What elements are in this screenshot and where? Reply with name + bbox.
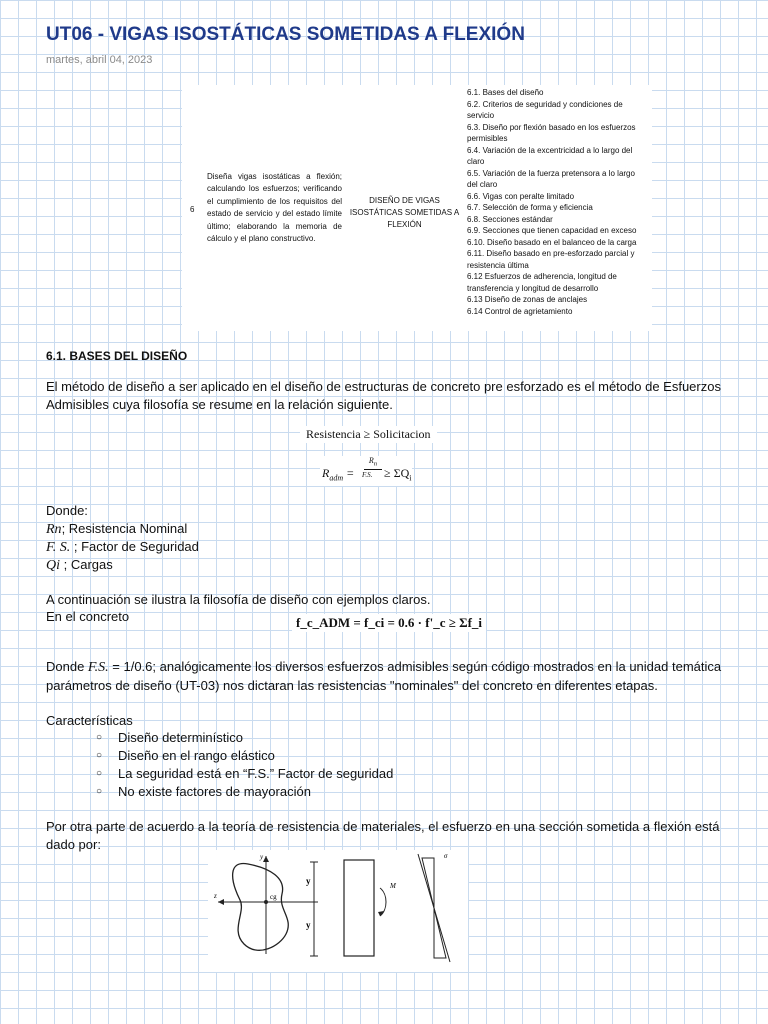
flexure-diagram-svg (208, 850, 468, 972)
paragraph-3: En el concreto (46, 609, 130, 624)
page-date: martes, abril 04, 2023 (46, 54, 153, 66)
unit-title: DISEÑO DE VIGAS ISOSTÁTICAS SOMETIDAS A FLEXIÓN (349, 196, 460, 229)
unit-item: 6.3. Diseño por flexión basado en los esfuerzos permisibles (467, 122, 636, 143)
unit-item: 6.6. Vigas con peralte limitado (467, 191, 575, 201)
section-heading: 6.1. BASES DEL DISEÑO (46, 349, 188, 363)
moment-label: M (390, 882, 396, 890)
feature-item: ○ La seguridad está en “F.S.” Factor de seguridad (96, 765, 393, 783)
definition-rn: Rn; Resistencia Nominal (46, 521, 188, 537)
paragraph-2: A continuación se ilustra la filosofía de diseño con ejemplos claros. (46, 592, 431, 607)
formula-resistance: Resistencia ≥ Solicitacion (300, 426, 437, 443)
y-dimension-bottom: y (306, 920, 311, 930)
y-label: y (260, 853, 264, 861)
definition-fs: F. S. ; Factor de Seguridad (46, 539, 199, 555)
unit-description: Diseña vigas isostáticas a flexión; calculando los esfuerzos; verificando el cumplimiento de los requisitos del estado de servicio y del estado límite último; elaborando la memoria de cálculo y el plano constructivo. (207, 172, 342, 244)
y-axis-arrow (263, 856, 269, 862)
flexure-stress-diagram (208, 850, 468, 972)
cross-section-shape (233, 863, 289, 950)
unit-number: 6 (190, 205, 195, 214)
unit-item: 6.4. Variación de la excentricidad a lo largo del claro (467, 145, 633, 166)
unit-item: 6.12 Esfuerzos de adherencia, longitud de transferencia y longitud de desarrollo (467, 272, 617, 293)
formula-fc: f_c_ADM = f_ci = 0.6 · f'_c ≥ Σf_i (292, 614, 486, 632)
paragraph-5: Por otra parte de acuerdo a la teoría de resistencia de materiales, el esfuerzo en una sección sometida a flexión está dado por: (46, 819, 720, 852)
unit-item: 6.9. Secciones que tienen capacidad en exceso (467, 226, 637, 235)
unit-items-list (467, 87, 647, 317)
feature-item: ○ No existe factores de mayoración (96, 783, 393, 801)
unit-item: 6.11. Diseño basado en pre-esforzado parcial y resistencia última (467, 249, 635, 270)
cg-label: cg (270, 893, 277, 901)
syllabus-table-image (182, 85, 652, 331)
features-label: Características (46, 713, 133, 728)
unit-item: 6.7. Selección de forma y eficiencia (467, 203, 593, 212)
page-title: UT06 - VIGAS ISOSTÁTICAS SOMETIDAS A FLEXIÓN (46, 24, 525, 45)
feature-item: ○ Diseño en el rango elástico (96, 747, 393, 765)
unit-item: 6.8. Secciones estándar (467, 214, 553, 224)
definition-qi: Qi ; Cargas (46, 557, 113, 573)
z-axis-arrow (218, 899, 224, 905)
unit-item: 6.10. Diseño basado en el balanceo de la carga (467, 237, 637, 247)
unit-item: 6.14 Control de agrietamiento (467, 306, 573, 316)
unit-item: 6.13 Diseño de zonas de anclajes (467, 295, 588, 304)
z-label: z (214, 892, 217, 900)
unit-item: 6.2. Criterios de seguridad y condiciones de servicio (467, 99, 623, 120)
paragraph-4: Donde F.S. = 1/0.6; analógicamente los diversos esfuerzos admisibles según código mostrados en la unidad temática parámetros de diseño (UT-03) nos dictaran las resistencias "nominales" del concreto en diferentes etapas. (46, 659, 722, 693)
formula-radm: $R_{adm}$ = $R_n$ F.S. ≥ $\Sigma Q_i$ (320, 456, 412, 486)
unit-item: 6.5. Variación de la fuerza pretensora a lo largo del claro (467, 168, 635, 189)
beam-elevation (344, 860, 374, 956)
y-dimension-top: y (306, 876, 311, 886)
centroid-point (264, 900, 268, 904)
feature-item: ○ Diseño determinístico (96, 729, 393, 747)
unit-item: 6.1. Bases del diseño (467, 88, 544, 97)
sigma-label: σ (444, 852, 448, 860)
features-list (96, 729, 393, 801)
paragraph-1: El método de diseño a ser aplicado en el diseño de estructuras de concreto pre esforzado es el método de Esfuerzos Admisibles cuya filosofía se resume en la relación siguiente. (46, 379, 721, 412)
donde-label: Donde: (46, 503, 88, 518)
